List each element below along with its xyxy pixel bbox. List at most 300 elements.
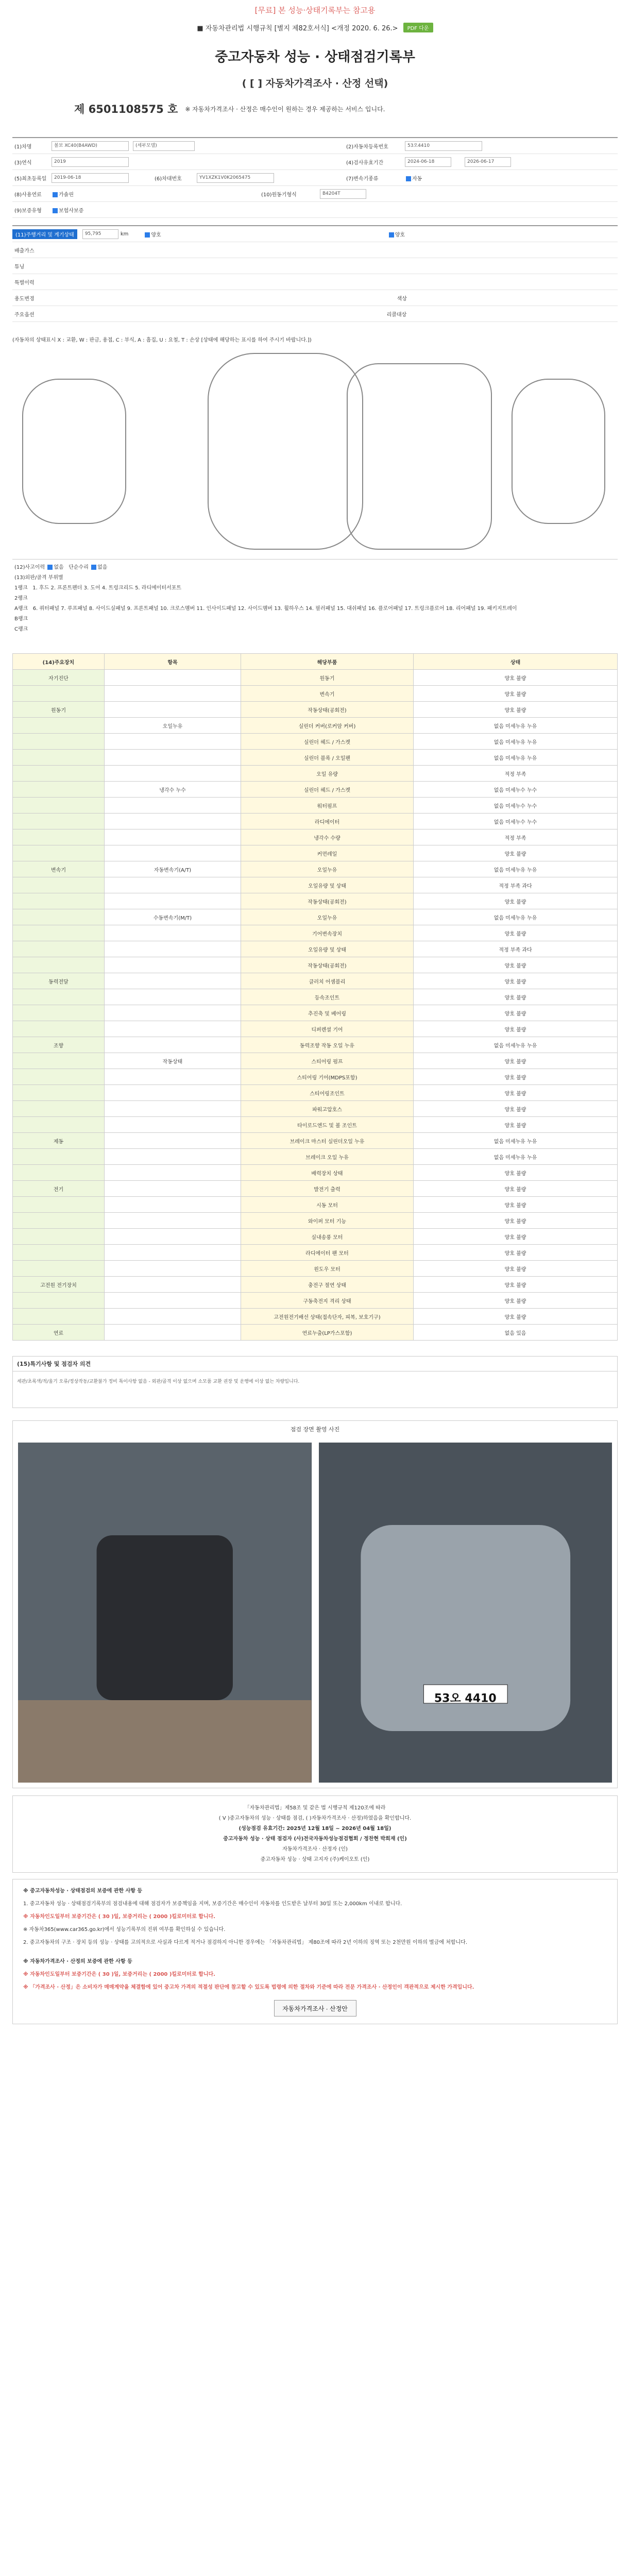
check-cell-c3: 파워고압호스 — [241, 1101, 414, 1117]
check-cell-c1 — [13, 829, 105, 845]
check-cell-c3: 오일유량 및 상태 — [241, 941, 414, 957]
document-number-row — [12, 101, 618, 116]
check-cell-c4[interactable]: 없음 미세누유 누유 — [414, 1149, 618, 1165]
check-cell-c2 — [105, 734, 241, 750]
check-cell-c2 — [105, 1293, 241, 1309]
check-row — [13, 1069, 618, 1085]
mileage-unit: km — [120, 231, 129, 237]
sign-line5: 자동차가격조사 · 산정자 (인) — [282, 1846, 348, 1852]
car-frame-view — [347, 364, 491, 549]
color-label: 색상 — [397, 296, 407, 302]
trans-value: 자동 — [412, 176, 422, 182]
check-cell-c2 — [105, 1021, 241, 1037]
check-cell-c3: 기어변속장치 — [241, 925, 414, 941]
notice-section — [12, 1879, 618, 2024]
check-cell-c3: 워터펌프 — [241, 798, 414, 814]
check-cell-c1 — [13, 1213, 105, 1229]
check-cell-c2 — [105, 1117, 241, 1133]
law-text: ■ 자동차관리법 시행규칙 [별지 제82호서식] <개정 2020. 6. 26.> — [197, 24, 398, 32]
vin-state-checkbox[interactable] — [389, 232, 394, 238]
rank1-label: 1랭크 — [14, 585, 28, 591]
check-cell-c1 — [13, 1165, 105, 1181]
check-row — [13, 718, 618, 734]
header-part: 해당부품 — [241, 654, 414, 670]
check-cell-c4[interactable]: 양호 불량 — [414, 989, 618, 1005]
check-cell-c4[interactable]: 없음 있음 — [414, 1325, 618, 1341]
check-cell-c2 — [105, 829, 241, 845]
check-row — [13, 1037, 618, 1053]
check-cell-c4[interactable]: 양호 불량 — [414, 893, 618, 909]
car-top-view — [208, 353, 363, 549]
check-cell-c3: 디퍼렌셜 기어 — [241, 1021, 414, 1037]
check-cell-c2 — [105, 1261, 241, 1277]
check-cell-c2 — [105, 670, 241, 686]
check-cell-c4[interactable]: 없음 미세누유 누유 — [414, 1037, 618, 1053]
check-cell-c2 — [105, 798, 241, 814]
check-cell-c4[interactable]: 양호 불량 — [414, 1309, 618, 1325]
check-cell-c1 — [13, 1101, 105, 1117]
trans-option[interactable] — [405, 174, 422, 182]
notice-p2: ※ 자동차인도일부터 보증기간은 ( 30 )일, 보증거리는 ( 2000 )킬로미터로 합니다. — [23, 1914, 215, 1920]
check-cell-c1: 조향 — [13, 1037, 105, 1053]
trans-checkbox[interactable] — [406, 176, 411, 181]
check-cell-c3: 오일누유 — [241, 909, 414, 925]
check-cell-c2 — [105, 925, 241, 941]
check-cell-c1 — [13, 1053, 105, 1069]
check-cell-c3: 작동상태(공회전) — [241, 957, 414, 973]
check-cell-c4[interactable]: 양호 불량 — [414, 1213, 618, 1229]
check-cell-c1 — [13, 814, 105, 829]
check-cell-c1 — [13, 925, 105, 941]
car-left-view — [23, 379, 126, 523]
sign-line3: (성능점검 유효기간: 2025년 12월 18일 ~ 2026년 04월 18일) — [239, 1826, 391, 1832]
options-label: 주요옵션 — [14, 312, 35, 318]
simple-repair-checkbox[interactable] — [91, 565, 96, 570]
check-cell-c1 — [13, 1293, 105, 1309]
valid-from-field: 2024-06-18 — [405, 157, 451, 167]
check-cell-c2 — [105, 1069, 241, 1085]
accident-checkbox[interactable] — [47, 565, 53, 570]
check-table-header — [13, 654, 618, 670]
front-photo — [319, 1443, 612, 1783]
check-cell-c4[interactable]: 양호 불량 — [414, 1181, 618, 1197]
recall-label: 리콜대상 — [386, 312, 407, 318]
check-cell-c4[interactable]: 적정 부족 과다 — [414, 877, 618, 893]
check-row — [13, 766, 618, 782]
fuel-checkbox[interactable] — [53, 192, 58, 197]
check-cell-c2: 작동상태 — [105, 1053, 241, 1069]
law-reference — [12, 20, 618, 35]
check-cell-c2 — [105, 1165, 241, 1181]
check-cell-c1 — [13, 1245, 105, 1261]
car-right-view — [512, 379, 605, 523]
car-model-field: (세부모델) — [133, 141, 195, 151]
check-cell-c1 — [13, 798, 105, 814]
check-cell-c2 — [105, 1245, 241, 1261]
check-row — [13, 1085, 618, 1101]
check-cell-c4[interactable]: 양호 불량 — [414, 1165, 618, 1181]
check-cell-c3: 오일 유량 — [241, 766, 414, 782]
header-state: 상태 — [414, 654, 618, 670]
notice-p6: ※ 「가격조사 · 산정」은 소비자가 매매계약을 체결함에 있어 중고차 가격의 적절성 판단에 참고할 수 있도록 법령에 의한 절차와 기준에 따라 전문 가격조사 · 산정인이 객관적으로 제시한 가격입니다. — [23, 1985, 474, 1990]
check-cell-c2 — [105, 1181, 241, 1197]
notice-p3: ※ 자동차365(www.car365.go.kr)에서 성능기록부의 진위 여부를 확인하실 수 있습니다. — [23, 1927, 226, 1933]
check-row — [13, 1005, 618, 1021]
check-cell-c1 — [13, 989, 105, 1005]
free-banner: [무료] 본 성능·상태기록부는 참고용 — [254, 5, 376, 15]
rank-b-label: B랭크 — [14, 616, 28, 622]
valid-label: (4)검사유효기간 — [346, 160, 384, 166]
check-row — [13, 1021, 618, 1037]
check-row — [13, 909, 618, 925]
check-cell-c4[interactable]: 양호 불량 — [414, 845, 618, 861]
car-name-field: 볼보 XC40(B4AWD) — [52, 141, 129, 151]
check-cell-c4[interactable]: 양호 불량 — [414, 957, 618, 973]
page-title: 중고자동차 성능 · 상태점검기록부 — [215, 49, 415, 65]
check-cell-c1 — [13, 718, 105, 734]
vin-state-option[interactable] — [388, 230, 405, 238]
document-note: ※ 자동차가격조사 · 산정은 매수인이 원하는 경우 제공하는 서비스 입니다. — [185, 105, 385, 113]
check-cell-c3: 클러치 어셈블리 — [241, 973, 414, 989]
check-cell-c1 — [13, 734, 105, 750]
check-cell-c1 — [13, 1085, 105, 1101]
check-cell-c4[interactable]: 없음 미세누유 누유 — [414, 1133, 618, 1149]
rank-c-label: C랭크 — [14, 626, 28, 632]
car-name-label: (1)차명 — [14, 144, 32, 150]
check-cell-c1 — [13, 909, 105, 925]
check-cell-c2: 자동변속기(A/T) — [105, 861, 241, 877]
price-assessment-button[interactable]: 자동차가격조사 · 산정안 — [274, 2000, 356, 2016]
check-row — [13, 829, 618, 845]
check-table-body — [13, 670, 618, 1341]
check-cell-c3: 작동상태(공회전) — [241, 702, 414, 718]
check-cell-c3: 실린더 블록 / 오일팬 — [241, 750, 414, 766]
check-cell-c3: 스티어링 펌프 — [241, 1053, 414, 1069]
check-cell-c1: 연료 — [13, 1325, 105, 1341]
check-cell-c4[interactable]: 적정 부족 — [414, 766, 618, 782]
check-row — [13, 1165, 618, 1181]
check-cell-c1: 원동기 — [13, 702, 105, 718]
check-row — [13, 989, 618, 1005]
check-row — [13, 702, 618, 718]
check-cell-c1 — [13, 845, 105, 861]
outer-items: 1. 후드 2. 프론트펜더 3. 도어 4. 트렁크리드 5. 라디에이터서포트 — [32, 585, 182, 591]
diagram-legend-title: (자동차의 상태표시 X : 교환, W : 판금, 용접, C : 부식, A : 흠집, U : 요철, T : 손상 [상태에 해당하는 표시를 하여 주시기 바랍니다.]) — [12, 337, 312, 343]
photo-title: 점검 장면 촬영 사진 — [290, 1426, 340, 1433]
check-cell-c2 — [105, 1133, 241, 1149]
vin-label: (6)차대번호 — [155, 176, 182, 182]
check-row — [13, 1309, 618, 1325]
check-cell-c1 — [13, 1117, 105, 1133]
rank-a-label: A랭크 — [14, 606, 28, 612]
check-cell-c4[interactable]: 양호 불량 — [414, 1069, 618, 1085]
check-row — [13, 734, 618, 750]
check-cell-c3: 연료누출(LP가스포함) — [241, 1325, 414, 1341]
check-cell-c1 — [13, 1021, 105, 1037]
check-row — [13, 1181, 618, 1197]
check-cell-c3: 발전기 출력 — [241, 1181, 414, 1197]
sign-line2: ( V )중고자동차의 성능 · 상태를 점검, ( )자동차가격조사 · 산정)하였음을 확인합니다. — [218, 1816, 412, 1821]
check-row — [13, 941, 618, 957]
check-row — [13, 877, 618, 893]
check-cell-c2: 수동변속기(M/T) — [105, 909, 241, 925]
emission-label: 배출가스 — [14, 248, 35, 254]
mileage-state-option[interactable] — [144, 230, 161, 238]
check-cell-c1 — [13, 893, 105, 909]
check-cell-c2 — [105, 845, 241, 861]
check-cell-c1: 제동 — [13, 1133, 105, 1149]
check-cell-c2 — [105, 1085, 241, 1101]
fuel-option[interactable] — [52, 190, 74, 198]
check-cell-c2 — [105, 814, 241, 829]
check-cell-c2 — [105, 750, 241, 766]
check-cell-c4[interactable]: 적정 부족 과다 — [414, 941, 618, 957]
check-row — [13, 670, 618, 686]
tuning-label: 튜닝 — [14, 264, 25, 270]
check-cell-c3: 원동기 — [241, 670, 414, 686]
check-cell-c4[interactable]: 양호 불량 — [414, 1229, 618, 1245]
check-cell-c3: 실린더 커버(로커암 커버) — [241, 718, 414, 734]
warranty-checkbox[interactable] — [53, 208, 58, 213]
check-cell-c4[interactable]: 없음 미세누유 누유 — [414, 861, 618, 877]
check-row — [13, 1101, 618, 1117]
check-cell-c3: 충전구 절연 상태 — [241, 1277, 414, 1293]
sign-line4: 중고자동차 성능 · 상태 점검자 (사)전국자동차성능점검협회 / 정찬현 박희재 (인) — [223, 1836, 407, 1842]
check-cell-c4[interactable]: 없음 미세누유 누유 — [414, 718, 618, 734]
photo-section — [12, 1420, 618, 1788]
check-row — [13, 845, 618, 861]
check-cell-c2 — [105, 1325, 241, 1341]
frame-items: 6. 쿼터패널 7. 루프패널 8. 사이드실패널 9. 프론트패널 10. 크로스멤버 11. 인사이드패널 12. 사이드멤버 13. 휠하우스 14. 필러패널 15. 대쉬패널 16. 플로어패널 17. 트렁크플로어 18. 리어패널 19. 패키지트레이 — [32, 606, 517, 612]
check-cell-c3: 구동축전지 격리 상태 — [241, 1293, 414, 1309]
motor-label: (10)원동기형식 — [261, 192, 297, 198]
check-row — [13, 1293, 618, 1309]
check-cell-c2 — [105, 893, 241, 909]
mileage-state-checkbox[interactable] — [145, 232, 150, 238]
check-cell-c3: 시동 모터 — [241, 1197, 414, 1213]
reg-no-label: (2)자동차등록번호 — [346, 144, 388, 150]
check-cell-c3: 브레이크 마스터 실린더오일 누유 — [241, 1133, 414, 1149]
reg-no-field: 53오4410 — [405, 141, 482, 151]
check-cell-c3: 실린더 헤드 / 가스켓 — [241, 734, 414, 750]
first-reg-field: 2019-06-18 — [52, 173, 129, 183]
check-cell-c3: 브레이크 오일 누유 — [241, 1149, 414, 1165]
page-subtitle: ( [ ] 자동차가격조사 · 산정 선택) — [242, 78, 388, 89]
check-row — [13, 1213, 618, 1229]
check-cell-c4[interactable]: 양호 불량 — [414, 1245, 618, 1261]
rank2-label: 2랭크 — [14, 596, 28, 601]
vehicle-diagram — [12, 343, 618, 560]
check-cell-c3: 동력조향 작동 오일 누유 — [241, 1037, 414, 1053]
check-cell-c4[interactable]: 양호 불량 — [414, 1005, 618, 1021]
check-cell-c4[interactable]: 양호 불량 — [414, 702, 618, 718]
vin-state-value: 양호 — [395, 232, 405, 238]
accident-label: (12)사고이력 — [14, 565, 45, 570]
check-row — [13, 1149, 618, 1165]
check-row — [13, 750, 618, 766]
check-cell-c4[interactable]: 없음 미세누수 누수 — [414, 814, 618, 829]
check-cell-c1 — [13, 686, 105, 702]
check-cell-c4[interactable]: 양호 불량 — [414, 1053, 618, 1069]
fuel-value: 가솔린 — [59, 192, 74, 198]
check-cell-c3: 실린더 헤드 / 가스켓 — [241, 782, 414, 798]
check-table — [12, 653, 618, 1341]
check-cell-c1: 동력전달 — [13, 973, 105, 989]
check-row — [13, 893, 618, 909]
check-cell-c2 — [105, 686, 241, 702]
check-cell-c2 — [105, 957, 241, 973]
notice-p5: ※ 자동차인도일부터 보증기간은 ( 30 )일, 보증거리는 ( 2000 )킬로미터로 합니다. — [23, 1972, 215, 1977]
check-cell-c4[interactable]: 양호 불량 — [414, 973, 618, 989]
rear-photo — [18, 1443, 312, 1783]
check-cell-c4[interactable]: 없음 미세누유 누유 — [414, 909, 618, 925]
check-cell-c3: 추진축 및 베어링 — [241, 1005, 414, 1021]
mileage-label: (11)주행거리 및 계기상태 — [12, 229, 77, 239]
outer-label: (13)외판/골격 부위별 — [14, 575, 63, 581]
check-cell-c4[interactable]: 양호 불량 — [414, 1117, 618, 1133]
check-cell-c2 — [105, 766, 241, 782]
document-number: 제 6501108575 호 — [74, 103, 178, 115]
check-row — [13, 798, 618, 814]
notice-p4: 2. 중고자동차의 구조 · 장치 등의 성능 · 상태를 고의적으로 사실과 다르게 적거나 점검하지 아니한 경우에는 「자동차관리법」 제80조에 따라 2년 이하의 징역 또는 2천만원 이하의 벌금에 처합니다. — [23, 1940, 468, 1945]
front-car-illustration — [319, 1443, 612, 1783]
check-cell-c1 — [13, 1261, 105, 1277]
check-cell-c4[interactable]: 양호 불량 — [414, 1293, 618, 1309]
warranty-option[interactable] — [52, 206, 83, 214]
check-row — [13, 1277, 618, 1293]
check-cell-c1: 자기진단 — [13, 670, 105, 686]
check-cell-c4[interactable]: 양호 불량 — [414, 925, 618, 941]
check-cell-c3: 오일유량 및 상태 — [241, 877, 414, 893]
check-cell-c1 — [13, 957, 105, 973]
check-cell-c3: 변속기 — [241, 686, 414, 702]
check-cell-c4[interactable]: 양호 불량 — [414, 1021, 618, 1037]
check-cell-c1 — [13, 1197, 105, 1213]
simple-repair-value: 없음 — [97, 565, 108, 570]
check-cell-c2 — [105, 973, 241, 989]
check-cell-c2: 오일누유 — [105, 718, 241, 734]
mileage-field: 95,795 — [82, 229, 118, 239]
rear-car-illustration — [18, 1443, 312, 1783]
vin-field: YV1XZK1V0K2065475 — [197, 173, 274, 183]
check-row — [13, 957, 618, 973]
check-cell-c1 — [13, 1069, 105, 1085]
check-row — [13, 782, 618, 798]
check-cell-c2 — [105, 877, 241, 893]
check-cell-c1 — [13, 941, 105, 957]
check-row — [13, 1325, 618, 1341]
mileage-state-value: 양호 — [151, 232, 161, 238]
mileage-section — [12, 225, 618, 322]
check-row — [13, 1261, 618, 1277]
special-notes — [12, 1356, 618, 1408]
check-row — [13, 1053, 618, 1069]
check-cell-c1 — [13, 782, 105, 798]
check-cell-c3: 고전원전기배선 상태(접속단자, 피복, 보호기구) — [241, 1309, 414, 1325]
basic-info-section — [12, 137, 618, 218]
check-cell-c1 — [13, 1229, 105, 1245]
warranty-label: (9)보증유형 — [14, 208, 42, 214]
check-cell-c1: 전기 — [13, 1181, 105, 1197]
notice-heading-1: ※ 중고자동차성능 · 상태점검의 보증에 관한 사항 등 — [23, 1888, 143, 1894]
check-cell-c3: 스티어링조인트 — [241, 1085, 414, 1101]
check-cell-c4[interactable]: 없음 미세누유 누유 — [414, 750, 618, 766]
fuel-label: (8)사용연료 — [14, 192, 42, 198]
check-cell-c3: 실내송풍 모터 — [241, 1229, 414, 1245]
signature-section — [12, 1795, 618, 1873]
check-cell-c1 — [13, 766, 105, 782]
sign-line1: 「자동차관리법」제58조 및 같은 법 시행규칙 제120조에 따라 — [244, 1805, 386, 1811]
notice-p1: 1. 중고자동차 성능 · 상태점검기록부의 점검내용에 대해 점검자가 보증책임을 지며, 보증기간은 매수인이 자동차를 인도받은 날부터 30일 또는 2,000km 이내로 합니다. — [23, 1901, 402, 1907]
check-cell-c3: 오일누유 — [241, 861, 414, 877]
trans-label: (7)변속기종류 — [346, 176, 379, 182]
first-reg-label: (5)최초등록일 — [14, 176, 47, 182]
header-device: (14)주요장치 — [13, 654, 105, 670]
use-change-label: 용도변경 — [14, 296, 35, 302]
check-cell-c3: 스티어링 기어(MDPS포함) — [241, 1069, 414, 1085]
check-cell-c4[interactable]: 양호 불량 — [414, 1101, 618, 1117]
year-field: 2019 — [52, 157, 129, 167]
check-cell-c4[interactable]: 없음 미세누수 누수 — [414, 782, 618, 798]
check-cell-c2: 냉각수 누수 — [105, 782, 241, 798]
check-cell-c3: 와이퍼 모터 기능 — [241, 1213, 414, 1229]
check-row — [13, 925, 618, 941]
check-cell-c3: 등속조인트 — [241, 989, 414, 1005]
check-cell-c2 — [105, 1101, 241, 1117]
motor-field: B4204T — [320, 189, 366, 199]
check-cell-c4[interactable]: 없음 미세누유 누유 — [414, 734, 618, 750]
accident-info — [12, 560, 618, 638]
check-cell-c3: 배력장치 상태 — [241, 1165, 414, 1181]
check-row — [13, 686, 618, 702]
check-cell-c1 — [13, 1149, 105, 1165]
check-cell-c2 — [105, 941, 241, 957]
check-cell-c4[interactable]: 양호 불량 — [414, 686, 618, 702]
check-cell-c1: 변속기 — [13, 861, 105, 877]
pdf-download-button[interactable]: PDF 다운 — [403, 23, 433, 32]
header-item: 항목 — [105, 654, 241, 670]
check-cell-c2 — [105, 1197, 241, 1213]
check-cell-c4[interactable]: 양호 불량 — [414, 1085, 618, 1101]
check-cell-c2 — [105, 1037, 241, 1053]
year-label: (3)연식 — [14, 160, 32, 166]
check-cell-c4[interactable]: 적정 부족 — [414, 829, 618, 845]
check-cell-c1 — [13, 1309, 105, 1325]
check-row — [13, 814, 618, 829]
check-cell-c3: 작동상태(공회전) — [241, 893, 414, 909]
sign-line6: 중고자동차 성능 · 상태 고지자 (주)케이오토 (인) — [260, 1857, 370, 1862]
check-row — [13, 861, 618, 877]
check-cell-c3: 타이로드엔드 및 볼 조인트 — [241, 1117, 414, 1133]
check-cell-c2 — [105, 1149, 241, 1165]
check-cell-c1 — [13, 750, 105, 766]
check-cell-c4[interactable]: 없음 미세누수 누수 — [414, 798, 618, 814]
check-row — [13, 1197, 618, 1213]
check-row — [13, 1117, 618, 1133]
check-row — [13, 1229, 618, 1245]
special-label: 특별이력 — [14, 280, 35, 286]
check-cell-c3: 냉각수 수량 — [241, 829, 414, 845]
check-cell-c2 — [105, 989, 241, 1005]
check-cell-c4[interactable]: 양호 불량 — [414, 1197, 618, 1213]
check-cell-c4[interactable]: 양호 불량 — [414, 1277, 618, 1293]
valid-to-field: 2026-06-17 — [465, 157, 511, 167]
check-cell-c4[interactable]: 양호 불량 — [414, 1261, 618, 1277]
check-row — [13, 1245, 618, 1261]
check-cell-c2 — [105, 1213, 241, 1229]
notice-heading-2: ※ 자동차가격조사 · 산정의 보증에 관한 사항 등 — [23, 1959, 132, 1964]
check-cell-c4[interactable]: 양호 불량 — [414, 670, 618, 686]
